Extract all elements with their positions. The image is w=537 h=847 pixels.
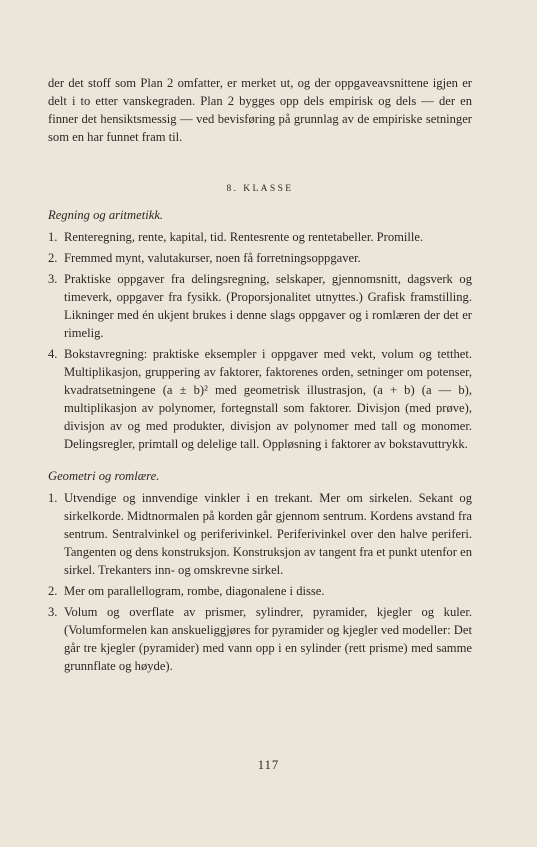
list-item: [48, 603, 472, 675]
intro-paragraph: der det stoff som Plan 2 omfatter, er merket ut, og der oppgaveavsnittene igjen er delt i to etter vanskegraden. Plan 2 bygges opp dels empirisk og dels — der en finner det hensiktsmessig — ved bevisføring på grunnlag av de empiriske setninger som en har funnet fram til.: [48, 76, 472, 144]
item-number: 2.: [48, 251, 58, 265]
list-regning: [48, 228, 472, 453]
list-item: [48, 345, 472, 453]
item-number: 3.: [48, 272, 58, 286]
item-text: Renteregning, rente, kapital, tid. Rentesrente og rentetabeller. Promille.: [64, 230, 424, 244]
page-text-block: [48, 0, 472, 678]
item-text: Utvendige og innvendige vinkler i en trekant. Mer om sirkelen. Sekant og sirkelkorde. Midtnormalen på korden går gjennom sentrum. Kordens avstand fra sentrum. Sentralvinkel og periferivinkel. Periferivinkel over den halve periferi. Tangenten og dens konstruksjon. Konstruksjon av tangent fra et punkt utenfor en sirkel. Trekanters inn- og omskrevne sirkel.: [64, 491, 472, 577]
page-number: 117: [257, 758, 280, 772]
section-heading: 8. KLASSE: [226, 184, 294, 194]
item-text: Mer om parallellogram, rombe, diagonalene i disse.: [64, 584, 325, 598]
list-item: [48, 249, 472, 267]
list-geometri: [48, 489, 472, 675]
item-text: Fremmed mynt, valutakurser, noen få forretningsoppgaver.: [64, 251, 361, 265]
list-item: [48, 228, 472, 246]
item-number: 1.: [48, 230, 58, 244]
item-number: 4.: [48, 347, 58, 361]
list-item: [48, 270, 472, 342]
subsection-title-geometri: Geometri og romlære.: [48, 469, 160, 483]
item-text: Volum og overflate av prismer, sylindrer, pyramider, kjegler og kuler. (Volumformelen kan anskueliggjøres for pyramider og kjegler ved modeller: Det går tre kjegler (pyramider) med vann opp i en sylinder (rett prisme) med samme grunnflate og høyde).: [64, 605, 472, 673]
item-text: Praktiske oppgaver fra delingsregning, selskaper, gjennomsnitt, dagsverk og timeverk, oppgaver fra fysikk. (Proporsjonalitet utnyttes.) Grafisk framstilling. Likninger med én ukjent brukes i denne slags oppgaver og i romlæren der det er rimelig.: [64, 272, 472, 340]
item-number: 1.: [48, 491, 58, 505]
list-item: [48, 582, 472, 600]
list-item: [48, 489, 472, 579]
item-number: 2.: [48, 584, 58, 598]
item-number: 3.: [48, 605, 58, 619]
subsection-title-regning: Regning og aritmetikk.: [48, 208, 164, 222]
item-text: Bokstavregning: praktiske eksempler i oppgaver med vekt, volum og tetthet. Multiplikasjon, gruppering av faktorer, faktorenes orden, setninger om potenser, kvadratsetningene (a ± b)² med geometrisk illustrasjon, (a + b) (a — b), multiplikasjon av polynomer, fortegnstall som faktorer. Divisjon (med prøve), divisjon av og med produkter, divisjon av polynomer med tall og monomer. Delingsregler, primtall og delelige tall. Oppløsning i faktorer av bokstavuttrykk.: [64, 347, 472, 451]
